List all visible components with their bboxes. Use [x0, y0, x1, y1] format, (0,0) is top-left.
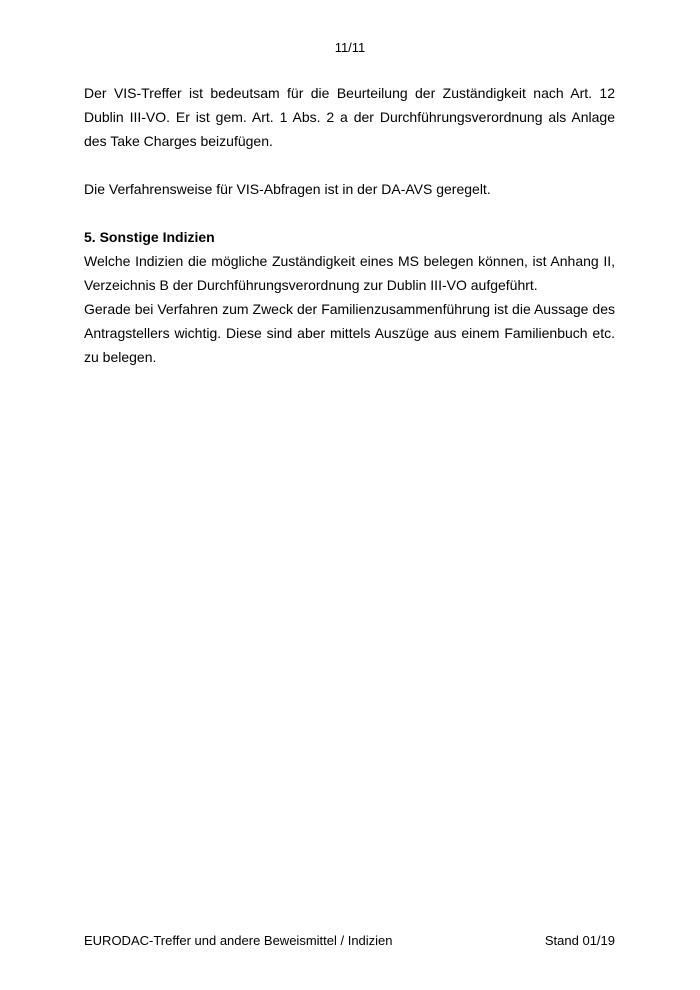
- footer-title: EURODAC-Treffer und andere Beweismittel / Indizien: [84, 933, 393, 948]
- page-number: 11/11: [334, 40, 366, 55]
- paragraph-familienzusammenfuehrung: Gerade bei Verfahren zum Zweck der Familienzusammenführung ist die Aussage des Antragstellers wichtig. Diese sind aber mittels Auszüge aus einem Familienbuch etc. zu belegen.: [84, 301, 615, 365]
- section-heading: 5. Sonstige Indizien: [84, 229, 215, 245]
- document-body: [84, 81, 615, 369]
- paragraph-vis-abfragen: Die Verfahrensweise für VIS-Abfragen ist in der DA-AVS geregelt.: [84, 181, 491, 197]
- page-footer: [84, 933, 615, 948]
- footer-stand: Stand 01/19: [544, 933, 615, 948]
- paragraph-indizien: Welche Indizien die mögliche Zuständigkeit eines MS belegen können, ist Anhang II, Verzeichnis B der Durchführungsverordnung zur Dublin III-VO aufgeführt.: [84, 253, 615, 293]
- paragraph-vis-treffer: Der VIS-Treffer ist bedeutsam für die Beurteilung der Zuständigkeit nach Art. 12 Dublin III-VO. Er ist gem. Art. 1 Abs. 2 a der Durchführungsverordnung als Anlage des Take Charges beizufügen.: [84, 85, 615, 149]
